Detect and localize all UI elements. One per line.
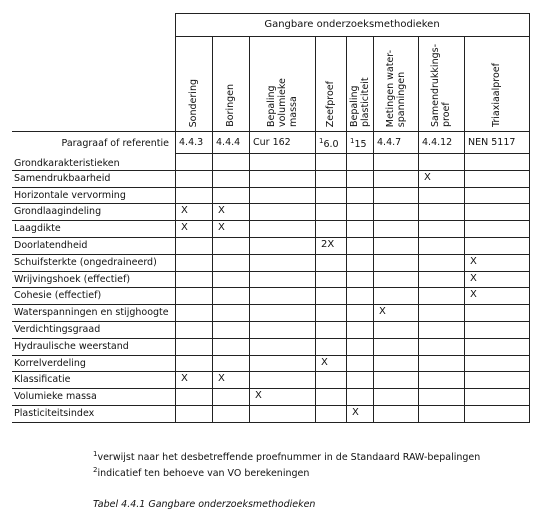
column-header-label: Samendrukkings- proef (430, 44, 452, 127)
column-header-label: Triaxiaalproef (491, 62, 502, 127)
column-header-label: Bepaling volumieke massa (265, 78, 299, 127)
table-cell-mark: X (181, 222, 188, 234)
row-divider (12, 254, 530, 255)
row-divider (12, 203, 530, 204)
group-header-divider (175, 36, 530, 37)
table-caption: Tabel 4.4.1 Gangbare onderzoeksmethodieken (93, 499, 316, 510)
row-divider (12, 187, 530, 188)
row-divider (12, 271, 530, 272)
table-border-right (529, 13, 530, 423)
reference-text: 15 (354, 139, 367, 151)
footnote-1-text: verwijst naar het desbetreffende proefnummer in de Standaard RAW-bepalingen (97, 452, 481, 464)
column-divider (249, 36, 250, 423)
column-divider (315, 36, 316, 423)
row-divider (12, 422, 530, 423)
reference-row-label: Paragraaf of referentie (61, 138, 169, 149)
table-cell-mark: X (470, 289, 477, 301)
row-divider (12, 371, 530, 372)
row-divider (12, 287, 530, 288)
column-header-label: Boringen (225, 84, 236, 127)
reference-value (179, 137, 203, 148)
row-label: Waterspanningen en stijghoogte (14, 307, 169, 319)
row-label: Doorlatendheid (14, 240, 88, 251)
table-cell-mark: X (255, 390, 262, 402)
table-cell-mark: X (321, 356, 328, 368)
row-label: Horizontale vervorming (14, 189, 126, 201)
column-divider (464, 36, 465, 423)
row-label: Samendrukbaarheid (14, 172, 111, 184)
reference-value (350, 137, 367, 150)
table-cell-mark: X (470, 272, 477, 284)
table-cell-mark: X (352, 407, 359, 418)
column-divider (418, 36, 419, 423)
section-label: Grondkarakteristieken (14, 158, 120, 169)
reference-text: 4.4.12 (422, 137, 453, 148)
column-divider (346, 36, 347, 423)
footnote-2 (93, 466, 309, 479)
reference-text: NEN 5117 (468, 137, 516, 148)
column-header (346, 38, 373, 127)
column-header (464, 38, 529, 127)
table-cell-mark: X (218, 373, 225, 385)
row-label: Schuifsterkte (ongedraineerd) (14, 256, 157, 268)
row-label: Laagdikte (14, 223, 61, 235)
header-bottom-line (12, 131, 530, 132)
table-cell-mark: X (181, 205, 188, 217)
reference-value (253, 137, 291, 148)
row-divider (12, 304, 530, 305)
column-header-label: Metingen water- spanningen (384, 49, 407, 127)
table-border-top (175, 13, 530, 14)
table-cell-mark: X (379, 306, 386, 318)
table-cell-mark: X (470, 255, 477, 267)
row-divider (12, 220, 530, 221)
column-header-label: Sondering (188, 78, 199, 127)
footnote-2-text: indicatief ten behoeve van VO berekeningen (97, 468, 310, 480)
column-divider (175, 13, 176, 423)
footnote-2-marker: 2 (93, 466, 98, 474)
reference-text: 6.0 (323, 139, 339, 151)
column-header (249, 38, 315, 127)
column-header (315, 38, 346, 127)
row-divider (12, 355, 530, 356)
reference-text: 4.4.7 (377, 137, 402, 148)
reference-value (422, 137, 452, 148)
row-label: Klassificatie (14, 374, 71, 386)
reference-value (377, 137, 401, 148)
reference-superscript: 1 (350, 137, 355, 145)
group-header: Gangbare onderzoeksmethodieken (264, 19, 440, 30)
row-label: Hydraulische weerstand (14, 340, 129, 352)
table-cell-mark: X (218, 205, 225, 217)
row-label: Volumieke massa (14, 391, 97, 403)
reference-text: 4.4.4 (216, 137, 241, 148)
column-header (373, 38, 418, 127)
row-label: Korrelverdeling (14, 357, 86, 369)
footnote-1 (93, 450, 480, 463)
footnote-1-marker: 1 (93, 450, 98, 458)
table-cell-mark: 2X (321, 239, 335, 250)
row-label: Grondlaagindeling (14, 206, 102, 218)
column-header (418, 38, 464, 127)
row-divider (12, 237, 530, 238)
column-header-label: Zeefproef (325, 80, 336, 127)
table-cell-mark: X (218, 222, 225, 234)
row-label: Wrijvingshoek (effectief) (14, 273, 131, 285)
reference-value (468, 137, 515, 148)
row-divider (12, 338, 530, 339)
reference-value (319, 137, 339, 150)
column-header-label: Bepaling plasticiteit (348, 77, 371, 127)
reference-value (216, 137, 240, 148)
column-divider (212, 36, 213, 423)
row-divider (12, 321, 530, 322)
row-label: Verdichtingsgraad (14, 324, 101, 335)
column-header (175, 38, 212, 127)
table-cell-mark: X (181, 373, 188, 385)
row-divider (12, 170, 530, 171)
row-label: Plasticiteitsindex (14, 408, 95, 419)
column-divider (373, 36, 374, 423)
reference-row-divider (175, 153, 530, 154)
table-cell-mark: X (424, 171, 431, 183)
reference-text: 4.4.3 (179, 137, 204, 148)
reference-superscript: 1 (319, 137, 324, 145)
row-label: Cohesie (effectief) (14, 290, 102, 302)
research-methods-table (12, 13, 529, 433)
row-divider (12, 388, 530, 389)
column-header (212, 38, 249, 127)
reference-text: Cur 162 (253, 137, 291, 148)
row-divider (12, 405, 530, 406)
